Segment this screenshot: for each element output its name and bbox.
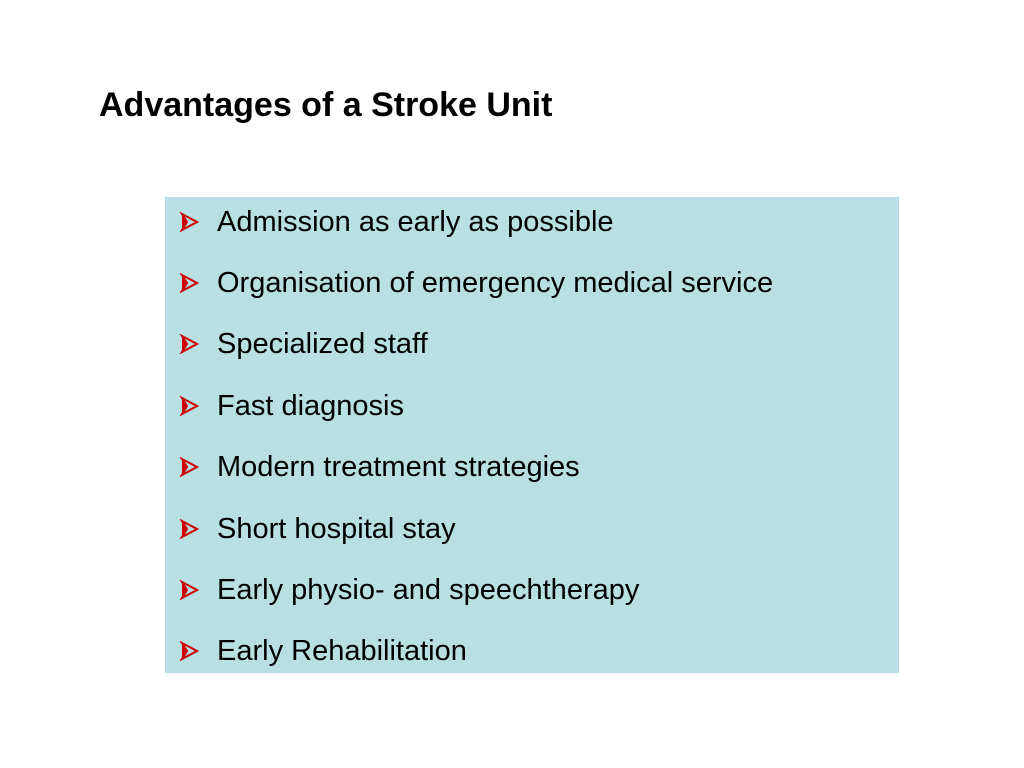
bullet-text: Short hospital stay (217, 512, 456, 545)
bullet-item (165, 375, 899, 436)
bullet-text: Organisation of emergency medical service (217, 267, 774, 300)
arrowhead-bullet-icon (165, 396, 217, 416)
arrowhead-bullet-icon (165, 273, 217, 293)
bullet-text: Admission as early as possible (217, 205, 614, 238)
arrowhead-bullet-icon (165, 334, 217, 354)
bullet-text: Early physio- and speechtherapy (217, 574, 640, 607)
bullet-item (165, 621, 899, 682)
arrowhead-bullet-icon (165, 580, 217, 600)
bullet-item (165, 191, 899, 252)
bullet-list-box (165, 197, 899, 673)
arrowhead-bullet-icon (165, 519, 217, 539)
bullet-item (165, 498, 899, 559)
bullet-item (165, 314, 899, 375)
bullet-text: Modern treatment strategies (217, 451, 580, 484)
bullet-text: Fast diagnosis (217, 389, 404, 422)
arrowhead-bullet-icon (165, 457, 217, 477)
bullet-item (165, 252, 899, 313)
arrowhead-bullet-icon (165, 212, 217, 232)
bullet-text: Early Rehabilitation (217, 635, 467, 668)
bullet-item (165, 437, 899, 498)
bullet-item (165, 559, 899, 620)
arrowhead-bullet-icon (165, 641, 217, 661)
slide-title: Advantages of a Stroke Unit (99, 86, 553, 124)
bullet-text: Specialized staff (217, 328, 428, 361)
